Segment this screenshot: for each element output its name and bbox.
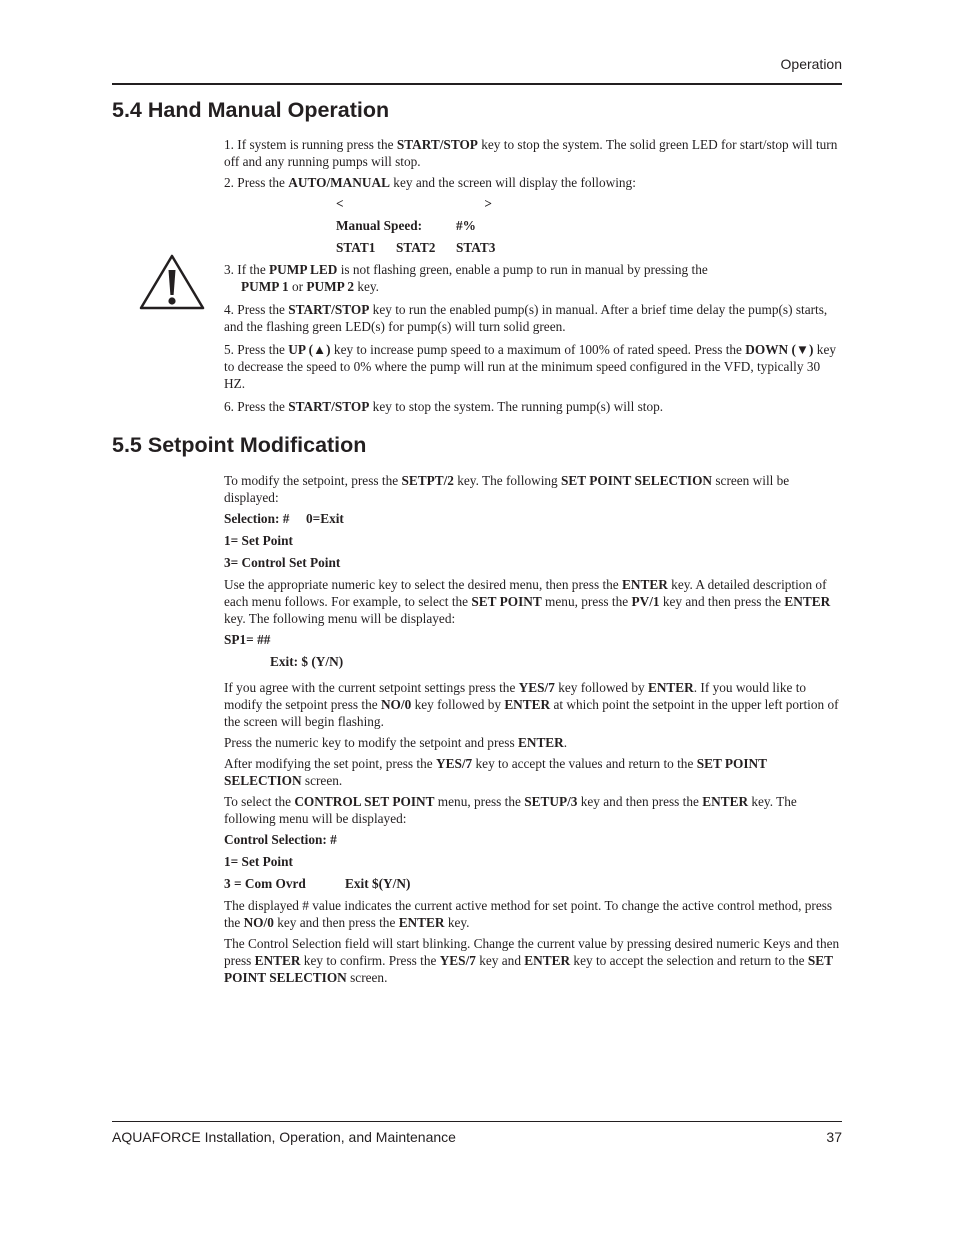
paragraph-3: If you agree with the current setpoint settings press the YES/7 key followed by ENTER. If you would like to modify the setpoint press the NO/0 key followed by ENTER at which point the setpoint in the upper left portion of the screen will begin flashing. bbox=[224, 680, 839, 729]
stat1-label: STAT1 bbox=[336, 240, 376, 255]
step-2: 2. Press the AUTO/MANUAL key and the screen will display the following: bbox=[224, 175, 636, 190]
menu-set-point-line: 1= Set Point bbox=[224, 533, 293, 548]
paragraph-8: The Control Selection field will start blinking. Change the current value by pressing desired numeric Keys and then press ENTER key to confirm. Press the YES/7 key and ENTER key to accept the selection and return to the SET POINT SELECTION screen. bbox=[224, 936, 840, 985]
paragraph-2: Use the appropriate numeric key to select the desired menu, then press the ENTER key. A detailed description of each menu follows. For example, to select the SET POINT menu, press the PV/1 key and then press the ENTER key. The following menu will be displayed: bbox=[224, 577, 831, 626]
section-heading-5-5: 5.5 Setpoint Modification bbox=[112, 433, 367, 457]
header-rule bbox=[112, 83, 842, 85]
menu-control-set-point-line: 3= Control Set Point bbox=[224, 555, 341, 570]
manual-speed-value: #% bbox=[456, 218, 476, 233]
menu-selection-line: Selection: # 0=Exit bbox=[224, 511, 344, 526]
control-selection-line: Control Selection: # bbox=[224, 832, 337, 847]
section-heading-5-4: 5.4 Hand Manual Operation bbox=[112, 98, 390, 122]
screen-row-speed bbox=[336, 217, 842, 234]
control-set-point-option-line: 1= Set Point bbox=[224, 854, 293, 869]
footer-rule bbox=[112, 1121, 842, 1122]
step-6: 6. Press the START/STOP key to stop the system. The running pump(s) will stop. bbox=[224, 399, 664, 414]
manual-speed-label: Manual Speed: bbox=[336, 218, 423, 233]
exit-line: Exit: $ (Y/N) bbox=[270, 654, 344, 669]
screen-row-arrows bbox=[336, 195, 492, 212]
sp1-line: SP1= ## bbox=[224, 632, 271, 647]
section-5-5-body bbox=[224, 472, 842, 990]
right-arrow-glyph: > bbox=[484, 196, 492, 211]
paragraph-4: Press the numeric key to modify the setpoint and press ENTER. bbox=[224, 735, 568, 750]
footer-document-title: AQUAFORCE Installation, Operation, and Maintenance bbox=[112, 1129, 456, 1145]
step-5: 5. Press the UP (▲) key to increase pump speed to a maximum of 100% of rated speed. Press the DOWN (▼) key to decrease the speed to 0% where the pump will run at the minimum speed configured in the VFD, typically 30 HZ. bbox=[224, 342, 837, 391]
step-3: 3. If the PUMP LED is not flashing green, enable a pump to run in manual by pressing the PUMP 1 or PUMP 2 key. bbox=[224, 262, 708, 294]
page-number: 37 bbox=[826, 1129, 842, 1145]
paragraph-6: To select the CONTROL SET POINT menu, press the SETUP/3 key and then press the ENTER key. The following menu will be displayed: bbox=[224, 794, 797, 826]
section-5-4-body bbox=[224, 136, 842, 419]
stat3-label: STAT3 bbox=[456, 240, 496, 255]
step-1: 1. If system is running press the START/STOP key to stop the system. The solid green LED for start/stop will turn off and any running pumps will stop. bbox=[224, 137, 838, 169]
screen-row-status bbox=[336, 239, 842, 256]
warning-triangle-icon bbox=[138, 253, 206, 311]
stat2-label: STAT2 bbox=[396, 240, 436, 255]
paragraph-1: To modify the setpoint, press the SETPT/2 key. The following SET POINT SELECTION screen will be displayed: bbox=[224, 473, 790, 505]
paragraph-7: The displayed # value indicates the current active method for set point. To change the active control method, press the NO/0 key and then press the ENTER key. bbox=[224, 898, 833, 930]
running-header: Operation bbox=[780, 56, 842, 72]
step-4: 4. Press the START/STOP key to run the enabled pump(s) in manual. After a brief time delay the pump(s) starts, and the flashing green LED(s) for pump(s) will turn solid green. bbox=[224, 302, 828, 334]
display-screen-sample bbox=[336, 195, 842, 256]
com-ovrd-line: 3 = Com Ovrd Exit $(Y/N) bbox=[224, 876, 411, 891]
paragraph-5: After modifying the set point, press the YES/7 key to accept the values and return to the SET POINT SELECTION screen. bbox=[224, 756, 767, 788]
left-arrow-glyph: < bbox=[336, 196, 344, 211]
